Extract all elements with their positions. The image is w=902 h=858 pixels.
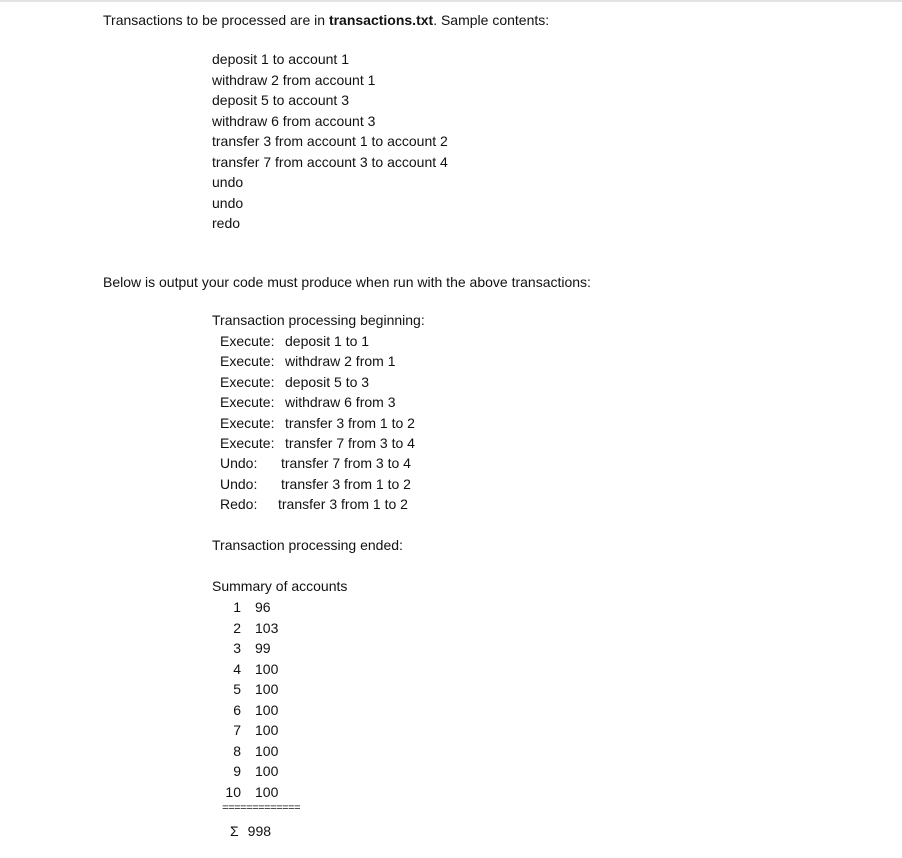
summary-title: Summary of accounts (212, 578, 348, 594)
account-balance: 96 (255, 599, 271, 615)
log-action: Undo: (220, 455, 258, 472)
intro-paragraph (103, 10, 549, 30)
log-action: Execute: (220, 333, 275, 349)
log-detail: transfer 7 from 3 to 4 (281, 455, 411, 472)
log-line (220, 453, 411, 473)
log-line (220, 494, 408, 514)
log-action: Execute: (220, 394, 275, 411)
log-line (220, 372, 370, 392)
account-row (225, 720, 305, 741)
log-detail: transfer 3 from 1 to 2 (278, 496, 408, 513)
account-number: 2 (233, 619, 241, 636)
sample-transaction-line: deposit 1 to account 1 (212, 51, 349, 67)
log-action: Execute: (220, 373, 275, 390)
sample-transaction-line: withdraw 2 from account 1 (212, 71, 376, 88)
sample-transactions-list (212, 49, 448, 234)
account-row (225, 659, 305, 680)
account-balance: 100 (255, 681, 279, 697)
log-line (220, 413, 415, 433)
log-line (220, 351, 396, 371)
account-row (225, 679, 305, 700)
account-row (225, 638, 305, 659)
sample-transaction-line: redo (212, 215, 241, 231)
transaction-log-list (220, 331, 415, 515)
log-action: Execute: (220, 353, 275, 370)
log-action: Undo: (220, 475, 258, 492)
account-balance: 100 (255, 722, 279, 738)
log-detail: transfer 7 from 3 to 4 (285, 434, 415, 451)
account-balance: 100 (255, 783, 279, 800)
account-row (225, 741, 305, 762)
account-number: 3 (233, 640, 241, 656)
account-balance: 100 (255, 742, 279, 759)
log-line (220, 392, 396, 412)
account-balance: 99 (255, 640, 271, 656)
account-number: 5 (233, 681, 241, 697)
transactions-filename: transactions.txt (328, 12, 434, 28)
processing-begin-line: Transaction processing beginning: (212, 312, 425, 328)
account-number: 1 (233, 599, 241, 615)
log-detail: withdraw 6 from 3 (285, 394, 396, 411)
account-row (225, 597, 305, 618)
log-line (220, 474, 411, 494)
sample-transaction-line: withdraw 6 from account 3 (212, 112, 376, 129)
log-detail: deposit 5 to 3 (285, 373, 370, 390)
sample-transaction-line: transfer 7 from account 3 to account 4 (212, 153, 448, 170)
account-number: 7 (233, 722, 241, 738)
sigma-symbol: Σ (230, 823, 239, 839)
processing-end-line: Transaction processing ended: (212, 537, 403, 553)
log-detail: deposit 1 to 1 (285, 333, 370, 349)
log-line (220, 433, 415, 453)
account-row (225, 761, 305, 782)
sample-transaction-line: undo (212, 174, 244, 190)
summary-rule: ============= (222, 803, 301, 815)
sample-transaction-line: undo (212, 194, 244, 211)
log-action: Execute: (220, 414, 275, 431)
account-balance: 100 (255, 660, 279, 677)
output-intro-paragraph: Below is output your code must produce when run with the above transactions: (103, 274, 591, 290)
total-line (230, 821, 271, 841)
account-summary-list (225, 597, 305, 802)
account-number: 10 (225, 783, 241, 800)
log-action: Execute: (220, 434, 275, 451)
intro-suffix: . Sample contents: (433, 12, 550, 28)
account-number: 8 (233, 742, 241, 759)
account-balance: 103 (255, 619, 279, 636)
account-balance: 100 (255, 701, 279, 718)
log-action: Redo: (220, 496, 258, 513)
log-line (220, 331, 370, 351)
account-row (225, 782, 305, 803)
account-number: 4 (233, 660, 241, 677)
log-detail: withdraw 2 from 1 (285, 353, 396, 370)
account-number: 9 (233, 763, 241, 779)
account-number: 6 (233, 701, 241, 718)
sample-transaction-line: deposit 5 to account 3 (212, 92, 349, 108)
log-detail: transfer 3 from 1 to 2 (285, 414, 415, 431)
account-row (225, 700, 305, 721)
log-detail: transfer 3 from 1 to 2 (281, 475, 411, 492)
sample-transaction-line: transfer 3 from account 1 to account 2 (212, 133, 448, 149)
account-balance: 100 (255, 763, 279, 779)
account-row (225, 618, 305, 639)
total-value: 998 (247, 823, 272, 839)
intro-prefix: Transactions to be processed are in (103, 12, 329, 28)
top-divider (0, 0, 902, 2)
